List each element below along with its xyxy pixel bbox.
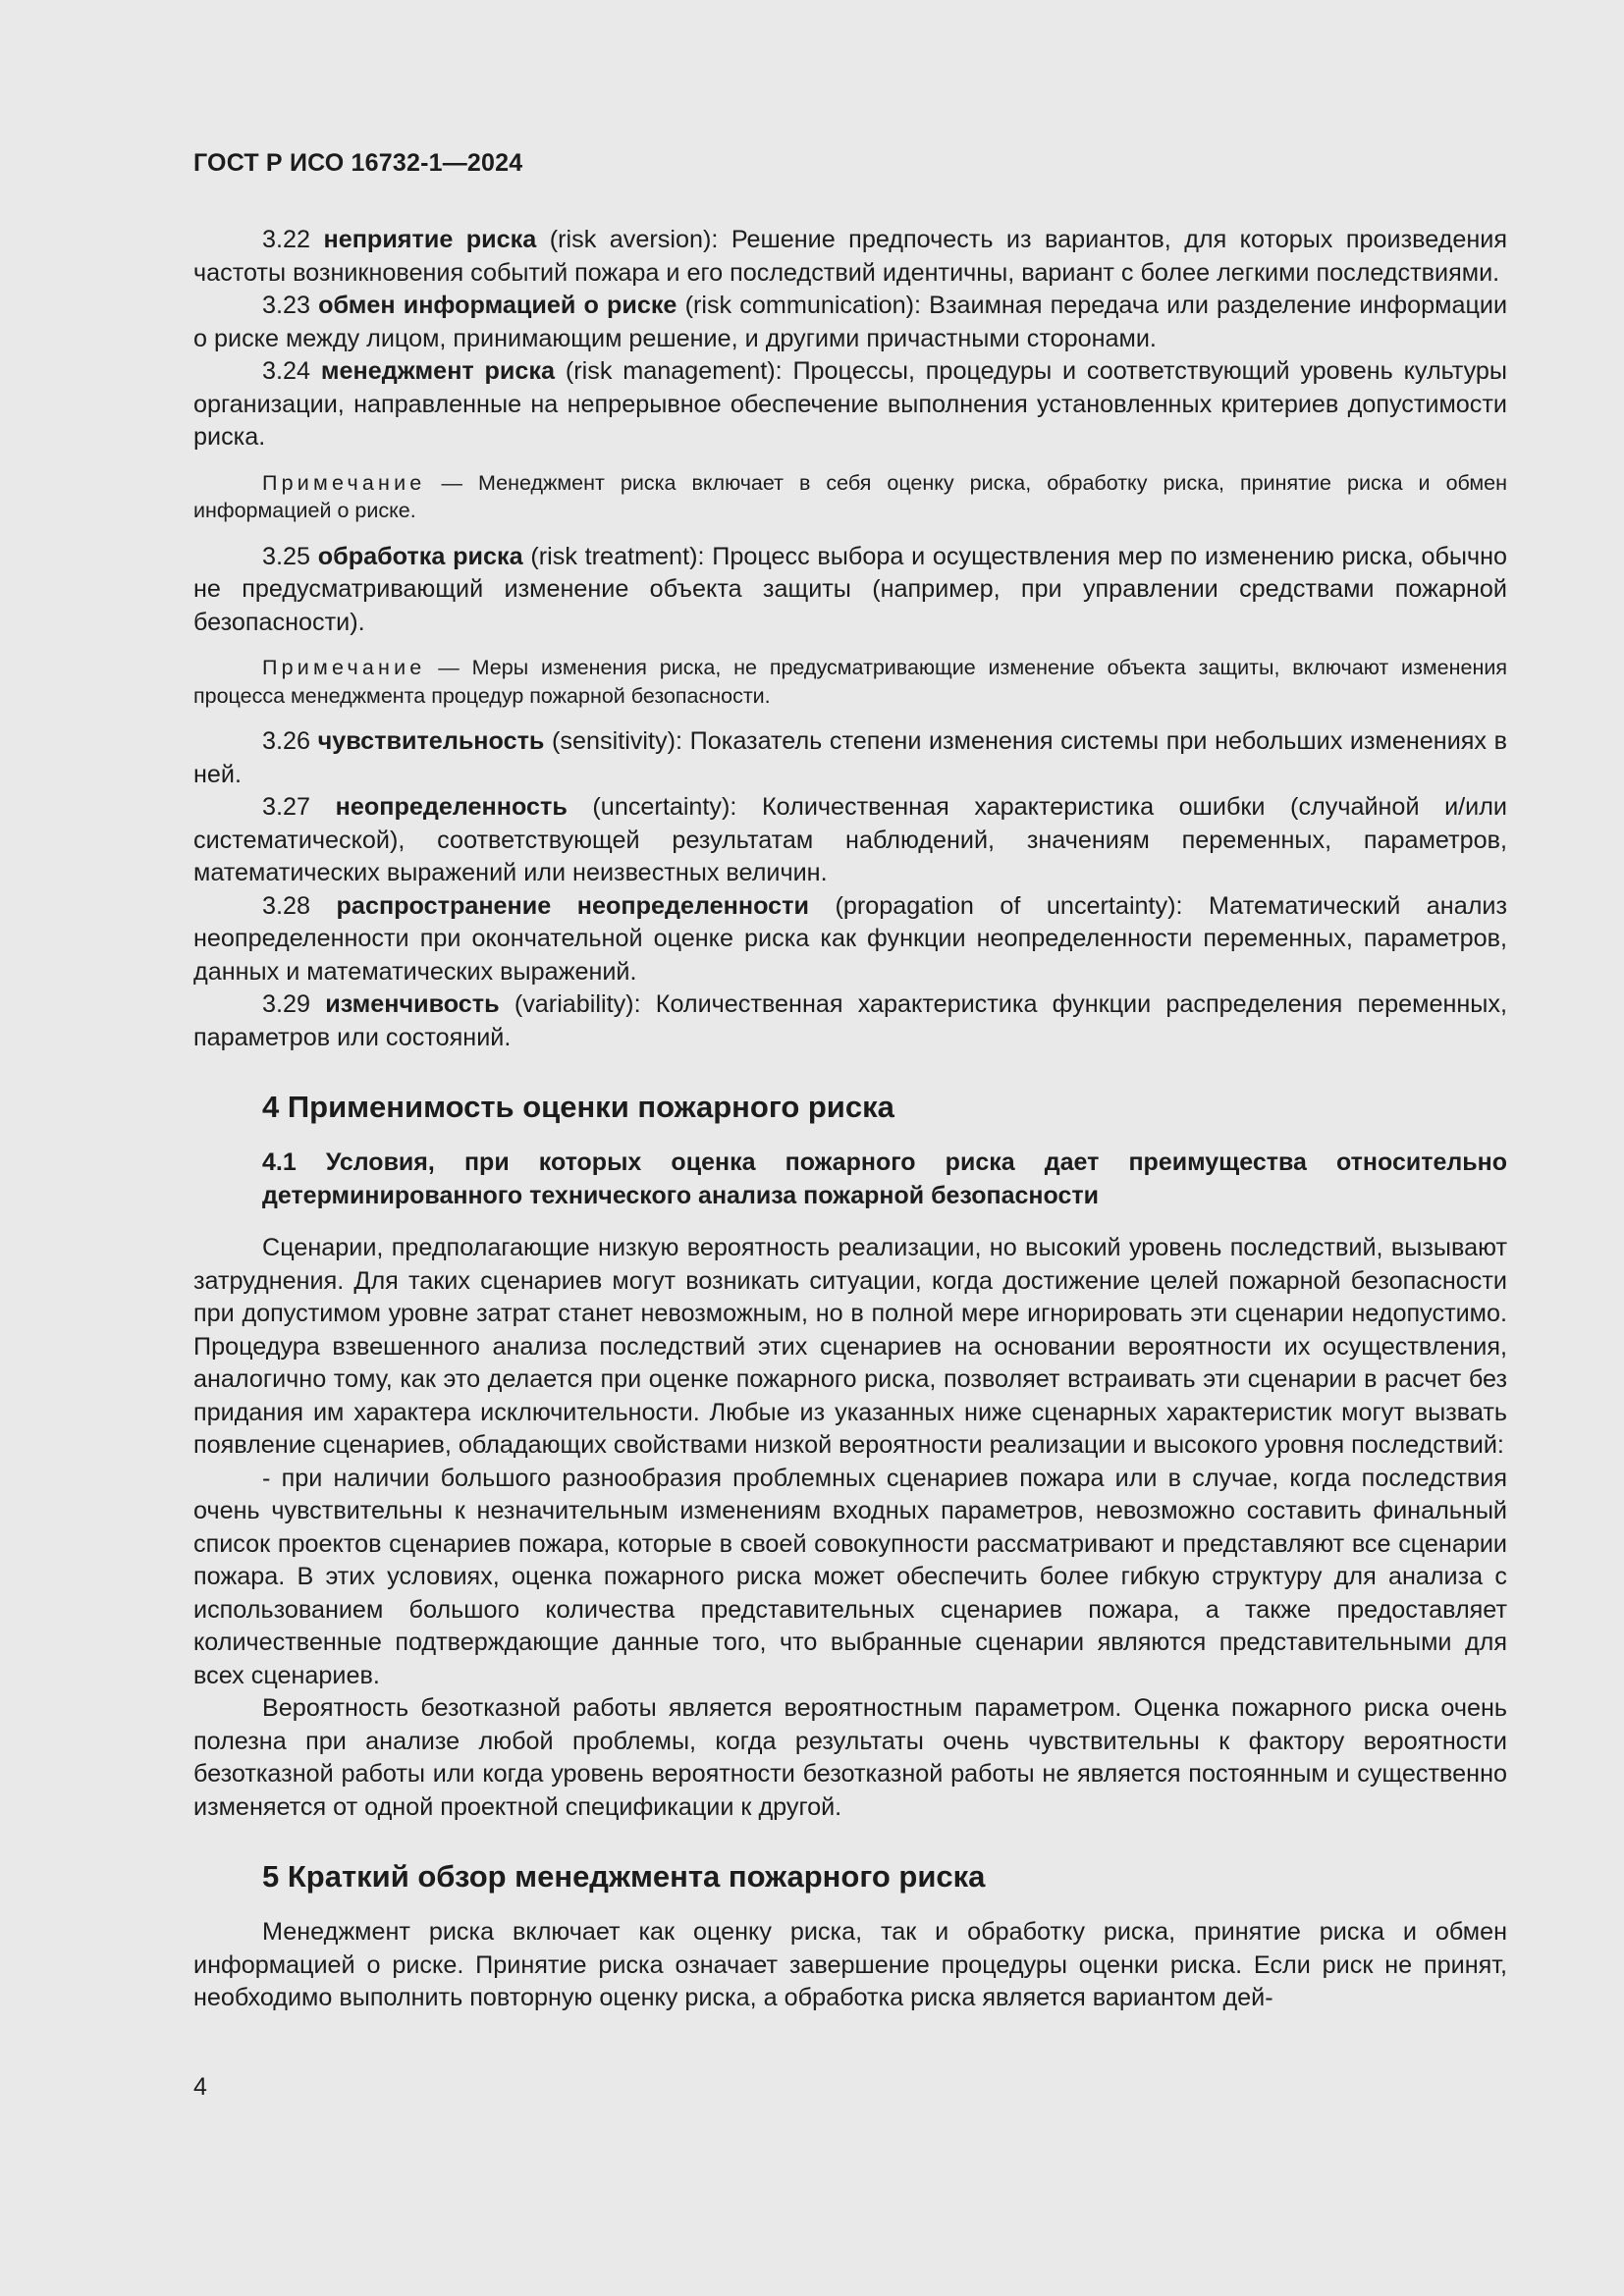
note-3-25 [193, 654, 1507, 710]
page-number: 4 [193, 2073, 207, 2101]
note-text: — Менеджмент риска включает в себя оценку риска, обработку риска, принятие риска и обмен информацией о риске. [193, 470, 1507, 522]
term-name: распространение неопределенности [336, 891, 809, 920]
term-number: 3.23 [262, 292, 311, 319]
page-content [193, 224, 1507, 2015]
term-number: 3.26 [262, 727, 311, 755]
term-definition: Процессы, процедуры и соответствующий уровень культуры организации, направленные на непрерывное обеспечение выполнения установленных критериев допустимости риска. [193, 357, 1508, 451]
note-3-24 [193, 469, 1507, 525]
term-3-27 [193, 791, 1507, 890]
term-3-29 [193, 988, 1507, 1054]
term-definition: Показатель степени изменения системы при небольших изменениях в ней. [193, 727, 1508, 788]
term-3-25 [193, 541, 1507, 640]
note-label: Примечание [262, 470, 426, 495]
term-definition: Количественная характеристика функции распределения переменных, параметров или состояний. [193, 990, 1507, 1051]
term-name: обмен информацией о риске [318, 292, 677, 319]
term-name: неприятие риска [323, 226, 537, 253]
section-5-title: 5 Краткий обзор менеджмента пожарного риска [262, 1859, 986, 1894]
term-number: 3.29 [262, 990, 311, 1018]
term-number: 3.22 [262, 226, 311, 253]
term-definition: Математический анализ неопределенности при окончательной оценке риска как функции неопределенности переменных, параметров, данных и математических выражений. [193, 891, 1508, 986]
term-number: 3.24 [262, 357, 311, 385]
term-definition: Процесс выбора и осуществления мер по изменению риска, обычно не предусматривающий изменение объекта защиты (например, при управлении средствами пожарной безопасности). [193, 542, 1508, 636]
term-english: (risk treatment): [530, 542, 705, 570]
term-3-24 [193, 355, 1507, 454]
section-4-paragraph: Сценарии, предполагающие низкую вероятность реализации, но высокий уровень последствий, вызывают затруднения. Для таких сценариев могут возникать ситуации, когда достижение целей пожарной безопасности при допустимом уровне затрат станет невозможным, но в полной мере игнорировать эти сценарии недопустимо. Процедура взвешенного анализа последствий этих сценариев на основании вероятности их осуществления, аналогично тому, как это делается при оценке пожарного риска, позволяет встраивать эти сценарии в расчет без придания им характера исключительности. Любые из указанных ниже сценарных характеристик могут вызвать появление сценариев, обладающих свойствами низкой вероятности реализации и высокого уровня последствий: [193, 1234, 1507, 1459]
section-4-paragraph: Вероятность безотказной работы является вероятностным параметром. Оценка пожарного риска очень полезна при анализе любой проблемы, когда результаты очень чувствительны к фактору вероятности безотказной работы или когда уровень вероятности безотказной работы не является постоянным и существенно изменяется от одной проектной спецификации к другой. [193, 1694, 1507, 1821]
term-3-28 [193, 890, 1507, 989]
term-3-26 [193, 725, 1507, 791]
term-english: (risk communication): [684, 292, 922, 319]
section-4-list-item: - при наличии большого разнообразия проблемных сценариев пожара или в случае, когда последствия очень чувствительны к незначительным изменениям входных параметров, невозможно составить финальный список проектов сценариев пожара, которые в своей совокупности рассматривают и представляют все сценарии пожара. В этих условиях, оценка пожарного риска может обеспечить более гибкую структуру для анализа с использованием большого количества представительных сценариев пожара, а также предоставляет количественные подтверждающие данные того, что выбранные сценарии являются представительными для всех сценариев. [193, 1464, 1507, 1689]
term-number: 3.28 [262, 891, 311, 920]
document-header: ГОСТ Р ИСО 16732-1—2024 [193, 149, 523, 177]
term-english: (propagation of uncertainty): [835, 891, 1183, 920]
term-number: 3.27 [262, 793, 311, 821]
section-5-paragraph: Менеджмент риска включает как оценку риска, так и обработку риска, принятие риска и обмен информацией о риске. Принятие риска означает завершение процедуры оценки риска. Если риск не принят, необходимо выполнить повторную оценку риска, а обработка риска является вариантом дей- [193, 1918, 1507, 2011]
term-name: изменчивость [325, 990, 500, 1018]
term-definition: Количественная характеристика ошибки (случайной и/или систематической), соответствующей результатам наблюдений, значениям переменных, параметров, математических выражений или неизвестных величин. [193, 793, 1508, 886]
term-english: (variability): [514, 990, 641, 1018]
term-definition: Взаимная передача или разделение информации о риске между лицом, принимающим решение, и другими причастными сторонами. [193, 292, 1508, 352]
term-english: (uncertainty): [592, 793, 737, 821]
term-definition: Решение предпочесть из вариантов, для которых произведения частоты возникновения событий пожара и его последствий идентичны, вариант с более легкими последствиями. [193, 226, 1508, 287]
term-english: (risk management): [565, 357, 783, 385]
term-name: менеджмент риска [320, 357, 556, 385]
term-english: (risk aversion): [549, 226, 719, 253]
term-name: чувствительность [317, 727, 545, 755]
note-text: — Меры изменения риска, не предусматривающие изменение объекта защиты, включают изменения процесса менеджмента процедур пожарной безопасности. [193, 656, 1507, 708]
term-3-22 [193, 224, 1507, 290]
section-4-title: 4 Применимость оценки пожарного риска [262, 1090, 894, 1124]
term-english: (sensitivity): [552, 727, 682, 755]
term-3-23 [193, 290, 1507, 355]
note-label: Примечание [262, 656, 426, 679]
term-name: неопределенность [335, 793, 568, 821]
subsection-4-1-title: 4.1 Условия, при которых оценка пожарного риска дает преимущества относительно детерминированного технического анализа пожарной безопасности [262, 1148, 1507, 1209]
term-number: 3.25 [262, 542, 311, 570]
term-name: обработка риска [317, 542, 523, 570]
